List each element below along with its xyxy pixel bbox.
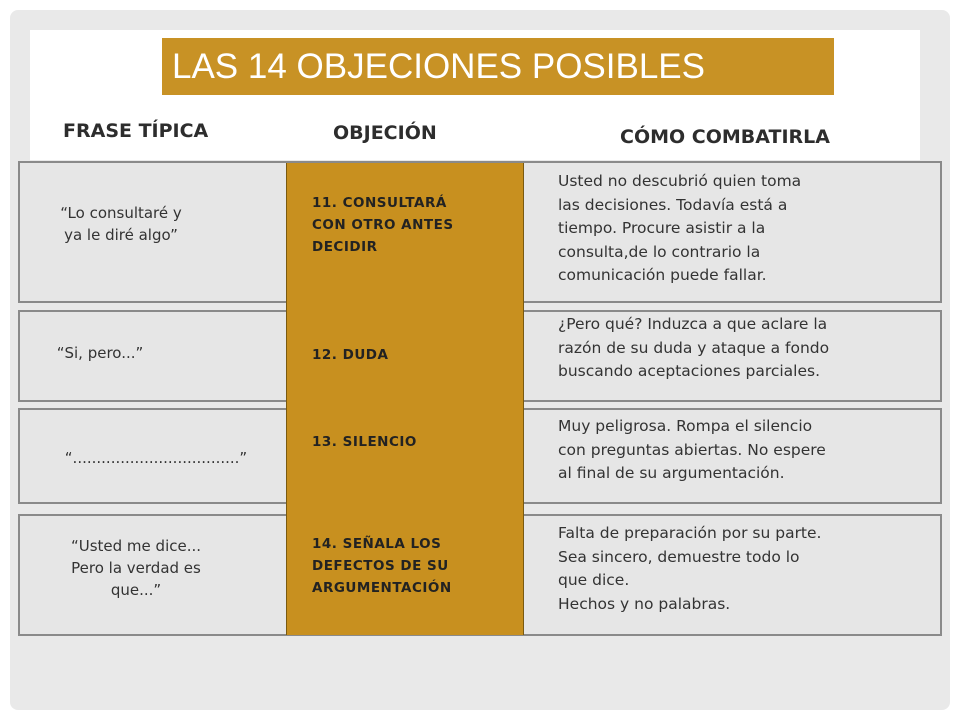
combat-cell	[558, 170, 940, 288]
combat-cell	[558, 415, 940, 486]
combat-line: comunicación puede fallar.	[558, 266, 767, 284]
header-como-combatirla: CÓMO COMBATIRLA	[620, 126, 830, 148]
combat-line: al final de su argumentación.	[558, 464, 785, 482]
phrase-cell	[36, 535, 236, 601]
objection-cell	[312, 533, 452, 599]
combat-line: con preguntas abiertas. No espere	[558, 440, 826, 459]
combat-line: que dice.	[558, 571, 630, 589]
objection-line: 13. SILENCIO	[312, 434, 417, 450]
combat-line: Falta de preparación por su parte.	[558, 524, 822, 542]
combat-line: buscando aceptaciones parciales.	[558, 362, 821, 380]
objection-cell	[312, 344, 388, 366]
phrase-cell	[36, 447, 276, 469]
objection-line: DEFECTOS DE SU	[312, 558, 449, 574]
combat-line: consulta,de lo contrario la	[558, 242, 761, 261]
phrase-line: “Si, pero...”	[56, 344, 144, 362]
phrase-cell	[26, 202, 216, 246]
combat-line: Muy peligrosa. Rompa el silencio	[558, 417, 813, 435]
combat-cell	[558, 313, 940, 384]
phrase-line: “...................................”	[64, 449, 248, 467]
objection-line: DECIDIR	[312, 239, 378, 255]
combat-cell	[558, 522, 940, 616]
objection-line: 14. SEÑALA LOS	[312, 536, 442, 552]
slide-title: LAS 14 OBJECIONES POSIBLES	[162, 38, 834, 95]
header-objecion: OBJECIÓN	[333, 122, 437, 144]
combat-line: Usted no descubrió quien toma	[558, 172, 802, 190]
phrase-line: que...”	[110, 581, 162, 599]
phrase-line: “Lo consultaré y	[60, 204, 182, 222]
combat-line: Sea sincero, demuestre todo lo	[558, 547, 800, 566]
phrase-cell	[30, 342, 170, 364]
objection-cell	[312, 431, 417, 453]
objection-line: ARGUMENTACIÓN	[312, 580, 452, 596]
combat-line: Hechos y no palabras.	[558, 594, 731, 613]
combat-line: tiempo. Procure asistir a la	[558, 219, 766, 237]
objection-line: 12. DUDA	[312, 347, 389, 363]
objection-line: CON OTRO ANTES	[312, 217, 454, 233]
objection-cell	[312, 192, 454, 258]
combat-line: ¿Pero qué? Induzca a que aclare la	[558, 315, 828, 333]
combat-line: razón de su duda y ataque a fondo	[558, 338, 830, 357]
header-frase-tipica: FRASE TÍPICA	[63, 120, 209, 142]
combat-line: las decisiones. Todavía está a	[558, 195, 788, 214]
phrase-line: “Usted me dice...	[70, 537, 202, 555]
phrase-line: Pero la verdad es	[71, 559, 201, 577]
objection-line: 11. CONSULTARÁ	[312, 195, 447, 211]
phrase-line: ya le diré algo”	[64, 226, 178, 244]
